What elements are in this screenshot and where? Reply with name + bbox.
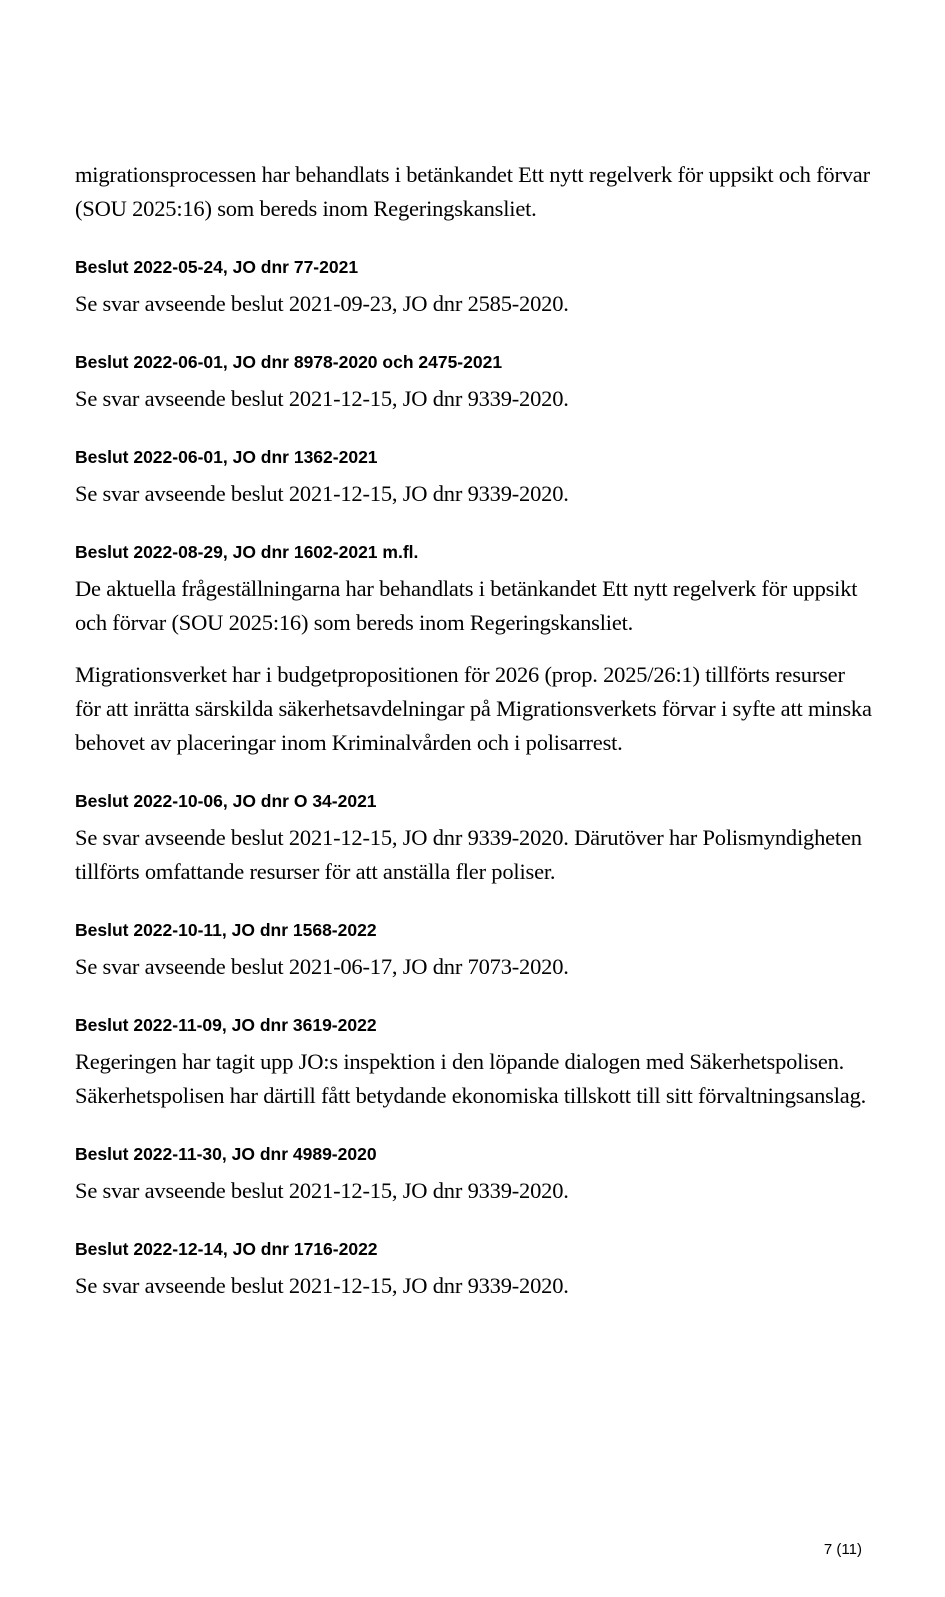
section-heading: Beslut 2022-11-09, JO dnr 3619-2022	[75, 1015, 377, 1035]
section-heading: Beslut 2022-06-01, JO dnr 8978-2020 och 2475-2021	[75, 352, 503, 372]
section-paragraph: Se svar avseende beslut 2021-09-23, JO dnr 2585-2020.	[75, 291, 569, 316]
document-page	[75, 158, 875, 1303]
section-heading: Beslut 2022-08-29, JO dnr 1602-2021 m.fl.	[75, 542, 419, 562]
decision-section	[75, 256, 875, 321]
section-heading: Beslut 2022-06-01, JO dnr 1362-2021	[75, 447, 378, 467]
section-heading: Beslut 2022-10-06, JO dnr O 34-2021	[75, 791, 377, 811]
section-paragraph: Se svar avseende beslut 2021-12-15, JO dnr 9339-2020.	[75, 481, 569, 506]
intro-paragraph: migrationsprocessen har behandlats i betänkandet Ett nytt regelverk för uppsikt och förvar (SOU 2025:16) som bereds inom Regeringskansliet.	[75, 162, 870, 221]
section-paragraph: Migrationsverket har i budgetpropositionen för 2026 (prop. 2025/26:1) tillförts resurser för att inrätta särskilda säkerhetsavdelningar på Migrationsverkets förvar i syfte att minska behovet av placeringar inom Kriminalvården och i polisarrest.	[75, 662, 872, 755]
section-paragraph: Se svar avseende beslut 2021-12-15, JO dnr 9339-2020. Därutöver har Polismyndigheten tillförts omfattande resurser för att anställa fler poliser.	[75, 825, 862, 884]
section-paragraph: Regeringen har tagit upp JO:s inspektion i den löpande dialogen med Säkerhetspolisen. Säkerhetspolisen har därtill fått betydande ekonomiska tillskott till sitt förvaltningsanslag.	[75, 1049, 867, 1108]
section-paragraph: Se svar avseende beslut 2021-12-15, JO dnr 9339-2020.	[75, 386, 569, 411]
decision-section	[75, 351, 875, 416]
section-paragraph: Se svar avseende beslut 2021-12-15, JO dnr 9339-2020.	[75, 1273, 569, 1298]
section-heading: Beslut 2022-12-14, JO dnr 1716-2022	[75, 1239, 378, 1259]
decision-section	[75, 446, 875, 511]
decision-section	[75, 1238, 875, 1303]
page-number: 7 (11)	[823, 1541, 862, 1558]
decision-section	[75, 1143, 875, 1208]
section-heading: Beslut 2022-11-30, JO dnr 4989-2020	[75, 1144, 377, 1164]
section-paragraph: Se svar avseende beslut 2021-12-15, JO dnr 9339-2020.	[75, 1178, 569, 1203]
decision-section	[75, 1014, 875, 1113]
section-heading: Beslut 2022-05-24, JO dnr 77-2021	[75, 257, 359, 277]
decision-section	[75, 541, 875, 760]
decision-section	[75, 790, 875, 889]
section-paragraph: De aktuella frågeställningarna har behandlats i betänkandet Ett nytt regelverk för uppsikt och förvar (SOU 2025:16) som bereds inom Regeringskansliet.	[75, 576, 858, 635]
decision-section	[75, 919, 875, 984]
section-heading: Beslut 2022-10-11, JO dnr 1568-2022	[75, 920, 377, 940]
section-paragraph: Se svar avseende beslut 2021-06-17, JO dnr 7073-2020.	[75, 954, 569, 979]
